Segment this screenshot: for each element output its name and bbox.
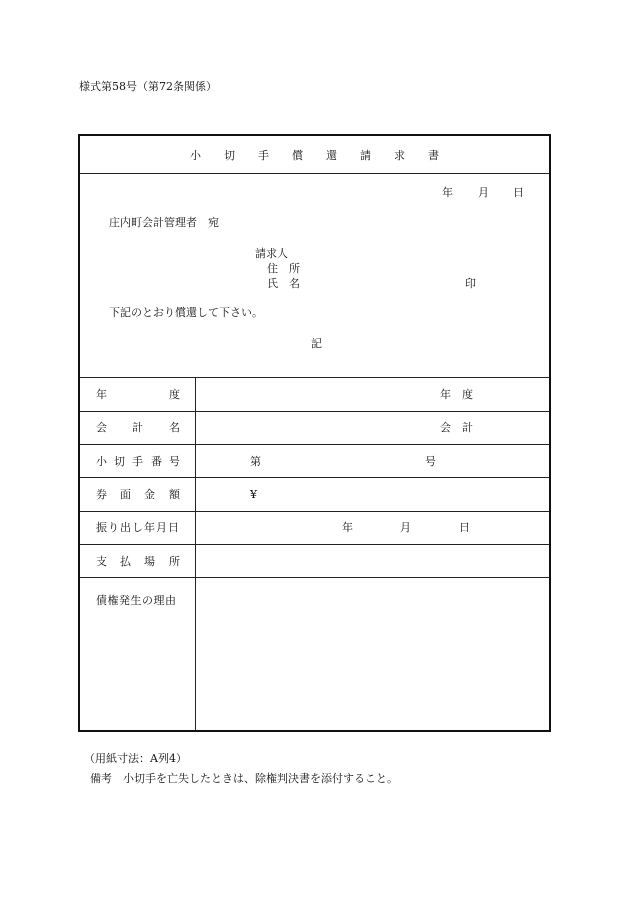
form-title-char: 償 xyxy=(292,149,303,162)
claim-form xyxy=(78,134,551,732)
row-label-payment-place-1: 支 xyxy=(96,555,107,568)
name-label-2: 名 xyxy=(289,277,300,290)
remarks-note: 備考 小切手を亡失したときは、除権判決書を添付すること。 xyxy=(90,772,398,785)
form-title-char: 小 xyxy=(190,149,201,162)
form-number: 様式第58号（第72条関係） xyxy=(79,80,217,93)
divider xyxy=(80,377,549,378)
row-label-account-3: 名 xyxy=(169,421,180,434)
row-label-check-no-3: 手 xyxy=(132,455,143,468)
form-title-char: 求 xyxy=(394,149,405,162)
row-label-amount-3: 金 xyxy=(144,488,155,501)
ki-mark: 記 xyxy=(311,337,322,350)
row-label-payment-place-2: 払 xyxy=(120,555,131,568)
divider xyxy=(80,173,549,174)
date-day: 日 xyxy=(513,186,524,199)
row-label-payment-place-3: 場 xyxy=(144,555,155,568)
row-label-check-no-4: 番 xyxy=(151,455,162,468)
divider xyxy=(80,544,549,545)
row-label-amount-1: 券 xyxy=(96,488,107,501)
form-title-char: 切 xyxy=(224,149,235,162)
column-divider xyxy=(195,377,196,730)
date-month: 月 xyxy=(478,186,489,199)
row-label-fiscal-year-2: 度 xyxy=(169,388,180,401)
fiscal-year-value: 年 度 xyxy=(440,388,473,401)
row-label-check-no-5: 号 xyxy=(169,455,180,468)
check-no-suffix: 号 xyxy=(425,455,436,468)
form-title-char: 手 xyxy=(258,149,269,162)
request-text: 下記のとおり償還して下さい。 xyxy=(109,306,263,319)
check-no-prefix: 第 xyxy=(250,455,261,468)
issue-year: 年 xyxy=(342,521,353,534)
row-label-amount-2: 面 xyxy=(120,488,131,501)
row-label-payment-place-4: 所 xyxy=(169,555,180,568)
row-label-check-no-1: 小 xyxy=(96,455,107,468)
addressee: 庄内町会計管理者 宛 xyxy=(109,216,219,229)
form-title-char: 請 xyxy=(360,149,371,162)
date-year: 年 xyxy=(442,186,453,199)
issue-month: 月 xyxy=(400,521,411,534)
divider xyxy=(80,577,549,578)
name-label-1: 氏 xyxy=(267,277,278,290)
row-label-check-no-2: 切 xyxy=(114,455,125,468)
address-label-1: 住 xyxy=(267,262,278,275)
divider xyxy=(80,477,549,478)
row-label-issue-date: 振り出し年月日 xyxy=(96,521,180,534)
row-label-amount-4: 額 xyxy=(169,488,180,501)
account-value: 会 計 xyxy=(440,421,473,434)
row-label-fiscal-year-1: 年 xyxy=(96,388,107,401)
row-label-reason: 債権発生の理由 xyxy=(96,594,177,607)
divider xyxy=(80,411,549,412)
divider xyxy=(80,444,549,445)
row-label-account-2: 計 xyxy=(132,421,143,434)
issue-day: 日 xyxy=(459,521,470,534)
form-title-char: 還 xyxy=(326,149,337,162)
divider xyxy=(80,511,549,512)
form-title-char: 書 xyxy=(428,149,439,162)
paper-size-note: （用紙寸法：A列4） xyxy=(84,752,187,765)
address-label-2: 所 xyxy=(289,262,300,275)
yen-sign: ¥ xyxy=(250,488,257,501)
seal-mark: 印 xyxy=(465,277,476,290)
claimant-label: 請求人 xyxy=(255,247,288,260)
row-label-account-1: 会 xyxy=(96,421,107,434)
